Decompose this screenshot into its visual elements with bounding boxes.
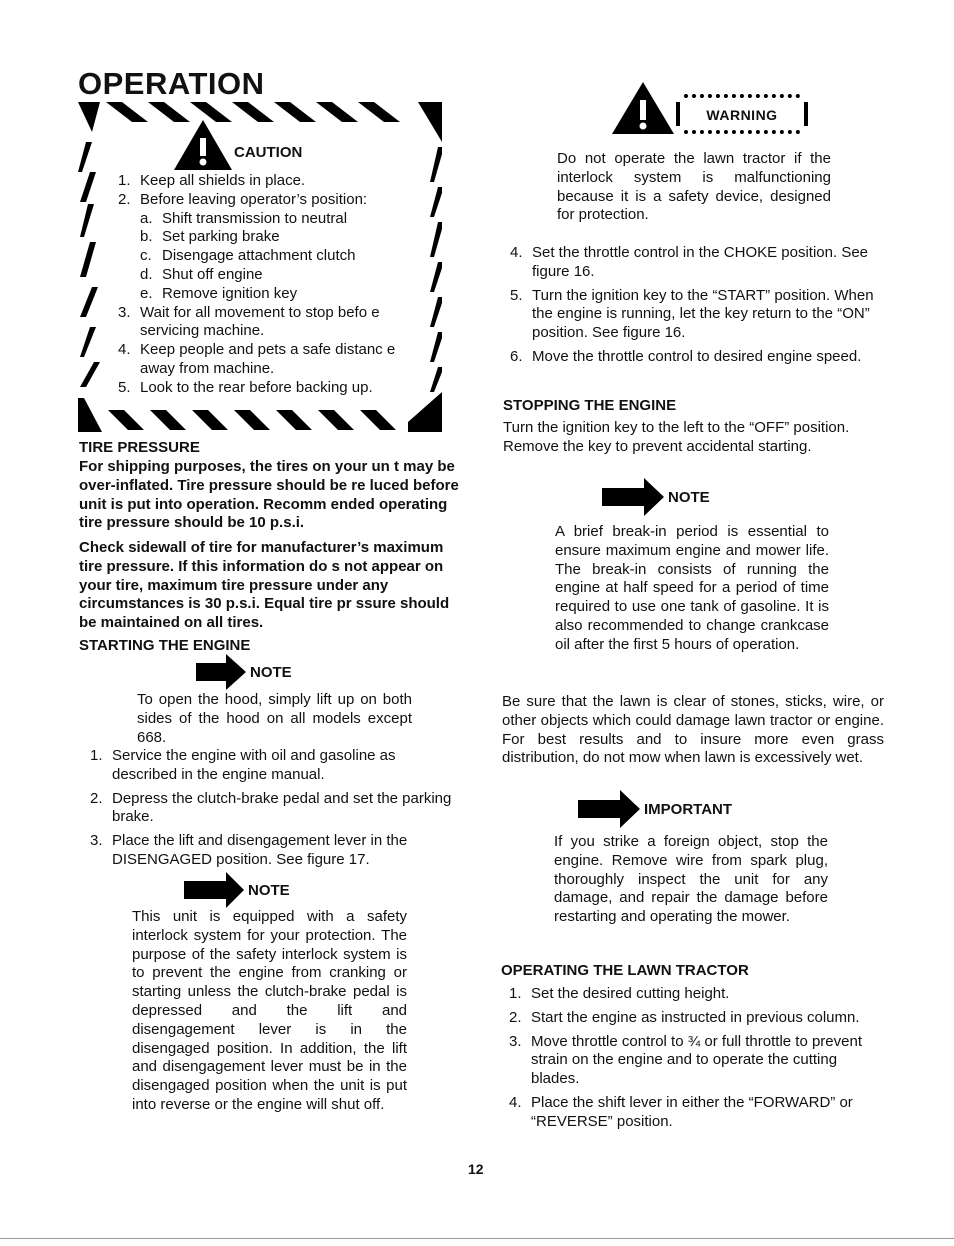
caution-list xyxy=(118,172,438,398)
important-header xyxy=(578,790,732,828)
note-label: NOTE xyxy=(668,488,710,506)
warning-label: WARNING xyxy=(706,107,778,123)
stopping-heading: STOPPING THE ENGINE xyxy=(503,397,677,414)
note-label: NOTE xyxy=(248,881,290,899)
caution-item: 2. Before leaving operator’s position: xyxy=(118,190,368,208)
step-item: 3. Move throttle control to ¾ or full throttle to prevent strain on the engine and to operate the cutting blades. xyxy=(509,1032,862,1088)
arrow-right-icon xyxy=(578,790,640,828)
note-text: To open the hood, simply lift up on both sides of the hood on all models except 668. xyxy=(137,691,412,746)
caution-item: 4. Keep people and pets a safe distanc e xyxy=(118,341,396,359)
operating-heading: OPERATING THE LAWN TRACTOR xyxy=(501,962,749,979)
warning-triangle-icon xyxy=(174,120,232,170)
step-item: 1. Set the desired cutting height. xyxy=(509,985,730,1002)
caution-item: e. Remove ignition key xyxy=(140,284,298,302)
tire-pressure-para2: Check sidewall of tire for manufacturer’s maximum tire pressure. If this information do s not appear on your tire, maximum tire pressure under any circumstances is 30 p.s.i. Equal tire pr ssure should be maintained on all tires. xyxy=(79,539,450,632)
caution-item: d. Shut off engine xyxy=(140,265,263,283)
right-steps xyxy=(510,244,884,372)
caution-header xyxy=(174,120,232,175)
arrow-right-icon xyxy=(184,872,244,908)
warning-text: Do not operate the lawn tractor if the interlock system is malfunctioning because it is a safety device, designed for protection. xyxy=(557,150,831,224)
arrow-right-icon xyxy=(602,478,664,516)
step-item: 2. Start the engine as instructed in previous column. xyxy=(509,1008,860,1026)
warning-header xyxy=(612,82,674,139)
note-header xyxy=(196,654,292,690)
lawn-paragraph: Be sure that the lawn is clear of stones, sticks, wire, or other objects which could damage lawn tractor or engine. For best results and to insure more even grass distribution, do not mow when lawn is excessively wet. xyxy=(502,693,884,767)
stopping-text: Turn the ignition key to the left to the “OFF” position. Remove the key to prevent accidental starting. xyxy=(503,419,850,455)
step-item: 1. Service the engine with oil and gasoline as described in the engine manual. xyxy=(90,747,396,783)
warning-label-box xyxy=(676,94,808,134)
tire-pressure-heading: TIRE PRESSURE xyxy=(79,439,200,456)
scan-edge-line xyxy=(0,1238,954,1239)
warning-triangle-icon xyxy=(612,82,674,134)
important-text: If you strike a foreign object, stop the engine. Remove wire from spark plug, thoroughly inspect the unit for any damage, and repair the damage before restarting and operating the mower. xyxy=(554,833,828,926)
step-item: 2. Depress the clutch-brake pedal and set the parking brake. xyxy=(90,789,452,826)
caution-item: 1. Keep all shields in place. xyxy=(118,172,306,189)
note-text: A brief break-in period is essential to ensure maximum engine and mower life. The break-in consists of running the engine at half speed for a period of time required to use one tank of gasoline. It is also recommended to change crankcase oil after the first 5 hours of operation. xyxy=(555,523,829,653)
caution-item: 3. Wait for all movement to stop befo e xyxy=(118,303,380,321)
step-item: 6. Move the throttle control to desired engine speed. xyxy=(510,347,862,365)
note-header xyxy=(184,872,290,908)
caution-item: b. Set parking brake xyxy=(140,228,280,246)
note-label: NOTE xyxy=(250,663,292,681)
arrow-right-icon xyxy=(196,654,246,690)
step-item: 5. Turn the ignition key to the “START” position. When the engine is running, let the key return to the “ON” position. See figure 16. xyxy=(510,286,874,342)
starting-steps xyxy=(90,747,462,875)
important-label: IMPORTANT xyxy=(644,800,733,818)
tire-pressure-para1: For shipping purposes, the tires on your un t may be over-inflated. Tire pressure should be re luced before unit is put into operation. Recomm ended operating tire pressure should be 10 p.s.i. xyxy=(79,458,459,532)
operating-steps xyxy=(509,985,883,1137)
starting-heading: STARTING THE ENGINE xyxy=(79,637,251,654)
caution-item: c. Disengage attachment clutch xyxy=(140,247,356,265)
page-title: OPERATION xyxy=(78,66,265,101)
caution-item: 5. Look to the rear before backing up. xyxy=(118,378,373,396)
caution-label: CAUTION xyxy=(234,144,303,161)
caution-item: a. Shift transmission to neutral xyxy=(140,209,348,227)
caution-item: away from machine. xyxy=(140,359,275,377)
caution-item: servicing machine. xyxy=(140,322,265,340)
step-item: 4. Set the throttle control in the CHOKE position. See figure 16. xyxy=(510,244,869,280)
step-item: 3. Place the lift and disengagement lever in the DISENGAGED position. See figure 17. xyxy=(90,832,408,868)
note-header xyxy=(602,478,710,516)
step-item: 4. Place the shift lever in either the “FORWARD” or “REVERSE” position. xyxy=(509,1093,853,1130)
note-text: This unit is equipped with a safety interlock system for your protection. The purpose of the safety interlock system is to prevent the engine from cranking or starting unless the clutch-brake pedal is depressed and the lift and disengagement lever is in the disengaged position. In addition, the lift and disengagement lever must be in the disengaged position when the unit is put into reverse or the engine will shut off. xyxy=(132,908,407,1113)
page-number: 12 xyxy=(468,1161,484,1177)
